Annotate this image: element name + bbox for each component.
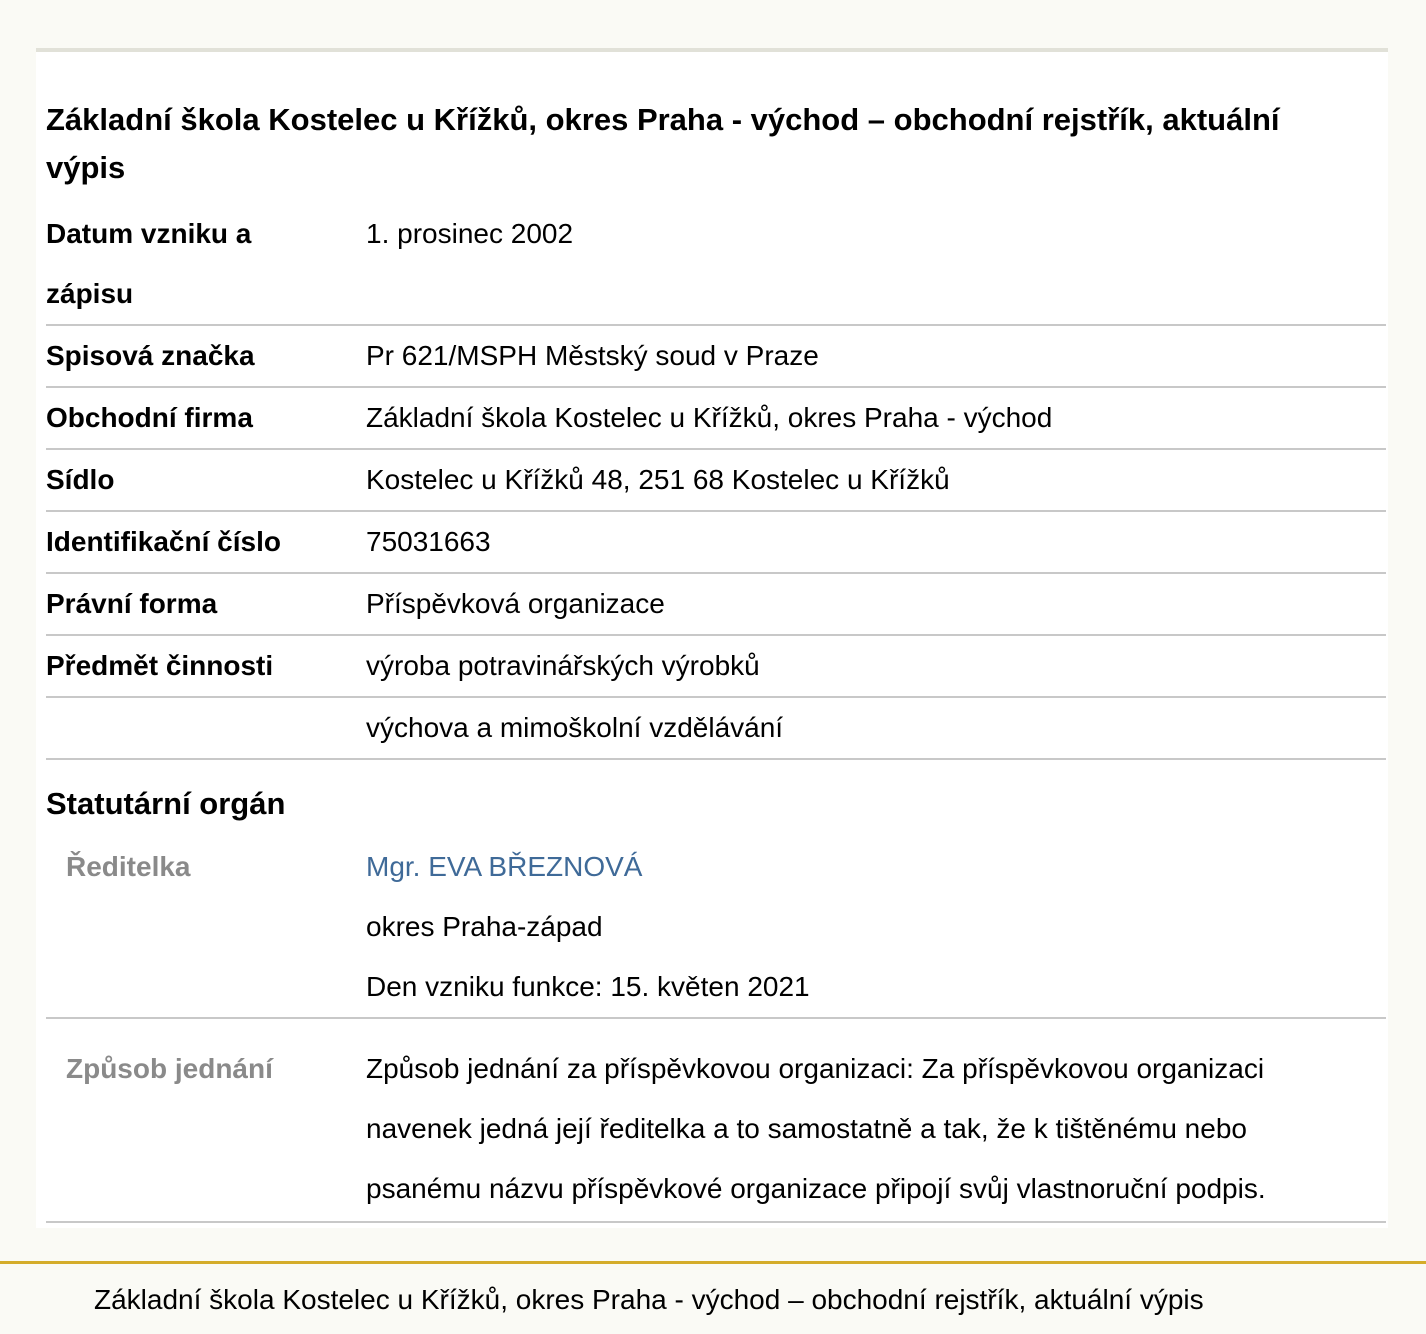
person-district: okres Praha-západ [366, 911, 603, 942]
page-title: Základní škola Kostelec u Křížků, okres Praha - východ – obchodní rejstřík, aktuální výpis [46, 102, 1280, 185]
statutory-row-director [46, 837, 1386, 1019]
field-value: Příspěvková organizace [366, 588, 665, 619]
statutory-row-method [46, 1019, 1386, 1223]
field-value: Základní škola Kostelec u Křížků, okres Praha - východ [366, 402, 1053, 433]
section-title-statutory: Statutární orgán [46, 786, 286, 821]
method-text: Způsob jednání za příspěvkovou organizaci: Za příspěvkovou organizaci navenek jedná její ředitelka a to samostatně a tak, že k tištěnému nebo psanému názvu příspěvkové organizace připojí svůj vlastnoruční podpis. [366, 1053, 1266, 1204]
footer-title: Základní škola Kostelec u Křížků, okres Praha - východ – obchodní rejstřík, aktuální výpis [94, 1284, 1204, 1315]
field-value: Kostelec u Křížků 48, 251 68 Kostelec u Křížků [366, 464, 950, 495]
field-row-address [46, 450, 1386, 512]
person-details [366, 837, 1366, 1017]
field-row-date [46, 204, 1386, 326]
field-row-business-activity-2 [46, 698, 1386, 760]
field-row-company-id [46, 512, 1386, 574]
field-label: Datum vzniku a zápisu [46, 218, 252, 309]
footer-divider [0, 1261, 1426, 1264]
method-label: Způsob jednání [66, 1053, 273, 1084]
field-value: výchova a mimoškolní vzdělávání [366, 712, 784, 743]
field-value: Pr 621/MSPH Městský soud v Praze [366, 340, 819, 371]
field-row-business-activity [46, 636, 1386, 698]
register-extract-card [36, 48, 1388, 1228]
field-value: 75031663 [366, 526, 491, 557]
field-label: Sídlo [46, 464, 115, 495]
field-label: Identifikační číslo [46, 526, 281, 557]
role-label: Ředitelka [66, 851, 191, 882]
field-label: Předmět činnosti [46, 650, 274, 681]
field-row-file-number [46, 326, 1386, 388]
person-since: Den vzniku funkce: 15. květen 2021 [366, 971, 810, 1002]
field-row-legal-form [46, 574, 1386, 636]
field-value: výroba potravinářských výrobků [366, 650, 760, 681]
field-row-company-name [46, 388, 1386, 450]
field-label: Spisová značka [46, 340, 255, 371]
person-name-link[interactable]: Mgr. EVA BŘEZNOVÁ [366, 851, 643, 882]
field-label: Právní forma [46, 588, 218, 619]
field-label: Obchodní firma [46, 402, 253, 433]
field-value: 1. prosinec 2002 [366, 218, 574, 249]
